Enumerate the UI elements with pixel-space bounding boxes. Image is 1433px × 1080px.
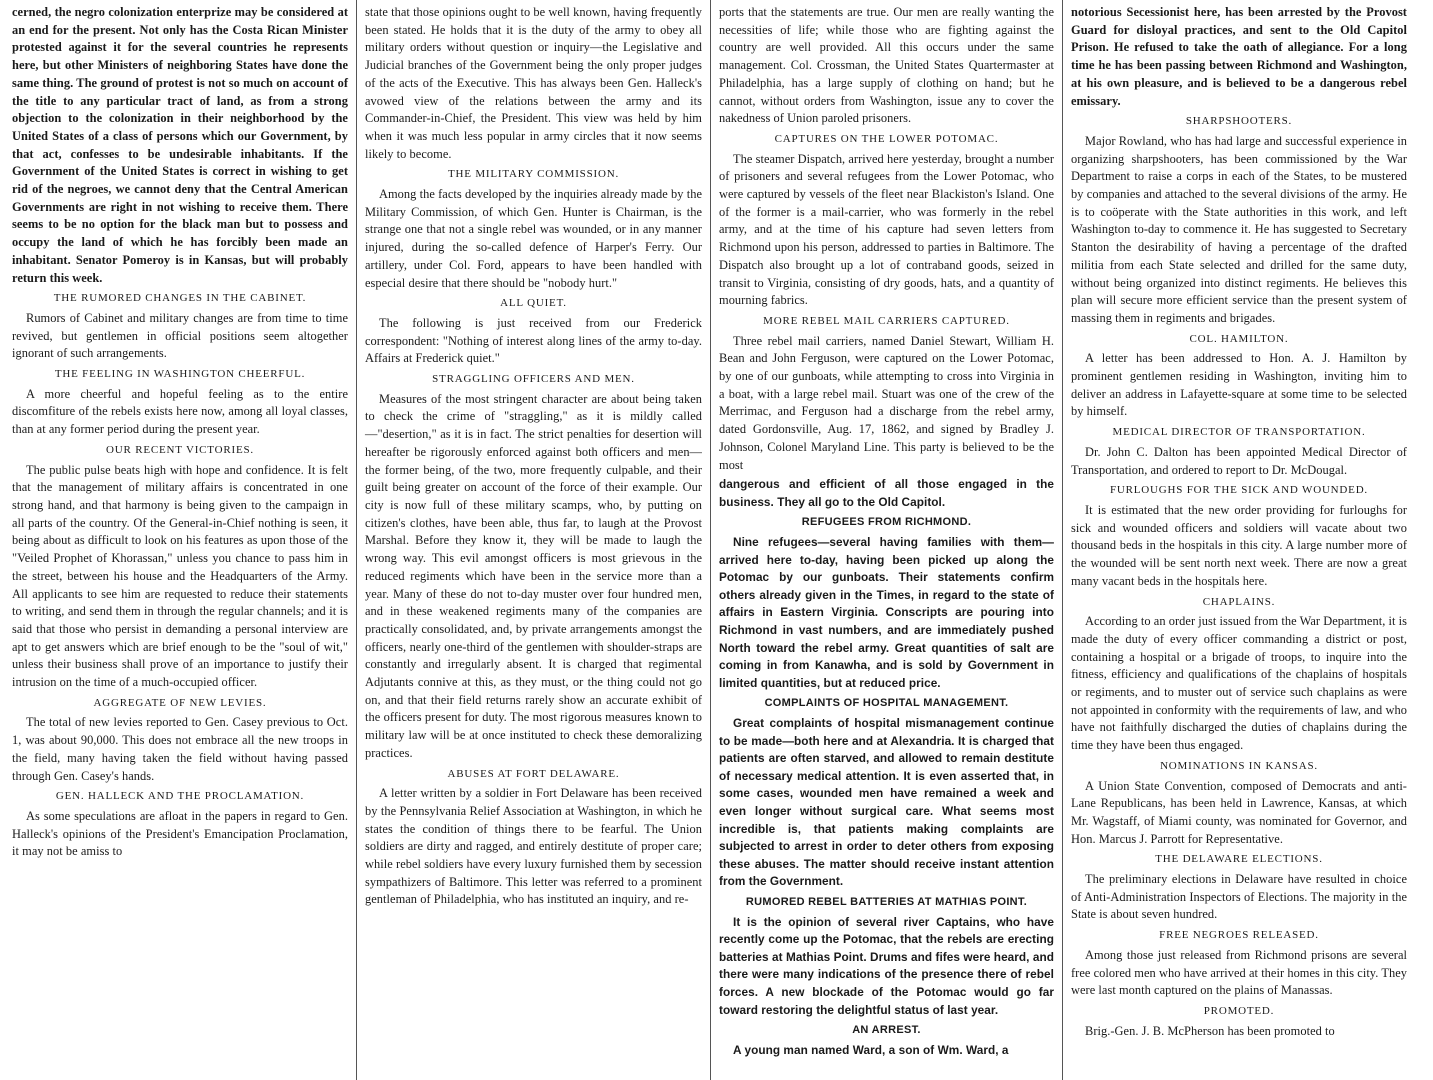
- section-heading: RUMORED REBEL BATTERIES AT MATHIAS POINT.: [745, 895, 1028, 908]
- paragraph: Nine refugees—several having families with them—arrived here to-day, having been picked up along the Potomac by our gunboats. Their statements confirm others already given in the Times, in regard to the state of affairs in Eastern Virginia. Conscripts are pouring into Richmond in vast numbers, and are immediately pushed North toward the rebel army. Great quantities of salt are coming in from Kanawha, and is sold by Government in limited quantities, but at reduced price.: [719, 535, 1054, 690]
- section-heading: GEN. HALLECK AND THE PROCLAMATION.: [55, 790, 305, 803]
- paragraph: Among the facts developed by the inquiries already made by the Military Commission, of which Gen. Hunter is Chairman, is the strange one that not a single rebel was wounded, or in any manner injured, during the so-called defence of Harper's Ferry. Our artillery, under Col. Ford, appears to have been handled with especial desire that there should be "nobody hurt.": [365, 187, 702, 290]
- paragraph: The steamer Dispatch, arrived here yesterday, brought a number of prisoners and several refugees from the Lower Potomac, who were captured by vessels of the fleet near Blackiston's Island. One of the former is a mail-carrier, who was formerly in the rebel army, and at the time of his capture had seven letters from Richmond upon his person, addressed to parties in Baltimore. The Dispatch also brought up a lot of contraband goods, seized in transit to Virginia, consisting of dry goods, hats, and a quantity of mourning fabrics.: [719, 151, 1054, 308]
- section-heading: THE DELAWARE ELECTIONS.: [1155, 853, 1323, 866]
- section-heading: AGGREGATE OF NEW LEVIES.: [93, 696, 267, 709]
- section-heading: MEDICAL DIRECTOR OF TRANSPORTATION.: [1112, 426, 1366, 439]
- column-4: [1063, 0, 1415, 1080]
- paragraph: The total of new levies reported to Gen. Casey previous to Oct. 1, was about 90,000. This does not embrace all the new troops in the field, many having taken the field without having passed through Gen. Casey's hands.: [12, 715, 348, 783]
- paragraph: A more cheerful and hopeful feeling as to the entire discomfiture of the rebels exists here now, among all loyal classes, than at any former period during the present year.: [12, 386, 348, 437]
- paragraph: It is the opinion of several river Captains, who have recently come up the Potomac, that the rebels are erecting batteries at Mathias Point. Drums and fifes were heard, and there were many indications of the presence there of rebel forces. A new blockade of the Potomac would go far toward restoring the delightful status of last year.: [719, 914, 1054, 1017]
- section-heading: CAPTURES ON THE LOWER POTOMAC.: [774, 132, 999, 145]
- paragraph: The following is just received from our Frederick correspondent: "Nothing of interest along lines of the army to-day. Affairs at Frederick quiet.": [365, 315, 702, 366]
- column-1: [4, 0, 356, 1080]
- paragraph: state that those opinions ought to be well known, having frequently been stated. He holds that it is the duty of the army to obey all military orders without question or inquiry—the Legislative and Judicial branches of the Government being the only proper judges of the acts of the Executive. This has always been Gen. Halleck's avowed view of the relations between the army and its Commander-in-Chief, the President. This view was held by him when it was much less popular in army circles that it now seems likely to become.: [365, 5, 702, 161]
- paragraph: A letter has been addressed to Hon. A. J. Hamilton by prominent gentlemen residing in Washington, inviting him to deliver an address in Lafayette-square at some time to be selected by himself.: [1071, 351, 1407, 419]
- section-heading: REFUGEES FROM RICHMOND.: [801, 516, 972, 529]
- section-heading: ALL QUIET.: [500, 297, 567, 310]
- section-heading: THE RUMORED CHANGES IN THE CABINET.: [53, 292, 307, 305]
- paragraph: Measures of the most stringent character are about being taken to check the crime of "straggling," as it is mildly called—"desertion," as it is in fact. The strict penalties for desertion will hereafter be rigorously enforced against both officers and men—the former being, of the two, more frequently culpable, and their guilt being greater on account of the force of their example. Our city is now full of these military scamps, who, by putting on citizen's clothes, have been able, thus far, to laugh at the Provost Marshal. Before they know it, they will be made to laugh the wrong way. This evil amongst officers is most grievous in the reduced regiments which have been in the service more than a year. Many of these do not to-day muster over four hundred men, and in these weakened regiments many of the companies are practically consolidated, and, by private arrangements amongst the officers, nearly one-third of the gentlemen with shoulder-straps are constantly and irregularly absent. It is charged that regimental Adjutants connive at this, as they must, or the thing could not go on, and that their field returns rarely show an accurate exhibit of the officers present for duty. The most rigorous measures known to military law will be at once instituted to check these demoralizing practices.: [365, 391, 702, 760]
- section-heading: NOMINATIONS IN KANSAS.: [1160, 759, 1318, 772]
- section-heading: AN ARREST.: [852, 1024, 921, 1037]
- section-heading: MORE REBEL MAIL CARRIERS CAPTURED.: [763, 314, 1010, 327]
- paragraph: It is estimated that the new order providing for furloughs for sick and wounded officers and soldiers will vacate about two thousand beds in the hospitals in this city. A large number more of the wounded will be sent north next week. There are now a great many vacant beds in the hospitals here.: [1071, 502, 1407, 588]
- paragraph: Among those just released from Richmond prisons are several free colored men who have arrived at their homes in this city. They were last month captured on the plains of Manassas.: [1071, 947, 1407, 998]
- paragraph: ports that the statements are true. Our men are really wanting the necessities of life; while those who are fighting against the country are well provided. All this occurs under the same management. Col. Crossman, the United States Quartermaster at Philadelphia, has a large supply of clothing on hand; but he cannot, without orders from Washington, issue any to cover the nakedness of Union paroled prisoners.: [719, 5, 1054, 126]
- column-3: [711, 0, 1062, 1080]
- section-heading: STRAGGLING OFFICERS AND MEN.: [432, 373, 635, 386]
- section-heading: CHAPLAINS.: [1202, 595, 1276, 608]
- paragraph: The public pulse beats high with hope and confidence. It is felt that the management of military affairs is concentrated in one strong hand, and that harmony is being given to the campaign in all parts of the country. Of the General-in-Chief nothing is seen, it being about as difficult to look on his features as upon those of the "Veiled Prophet of Khorassan," unless you chance to pass him in the street, between his house and the Headquarters of the Army. All applicants to see him are requested to reduce their statements to writing, and send them in through the regular channels; and it is said that those who persist in demanding a personal interview are apt to get answers which are brief enough to be the "soul of wit," unless their business shall prove of an importance to justify their intrusion on the time of a much-occupied officer.: [12, 462, 348, 690]
- paragraph: cerned, the negro colonization enterprize may be considered at an end for the present. Not only has the Costa Rican Minister protested against it for the several countries he represents here, but other Ministers of neighboring States have done the same thing. The ground of protest is not so much on account of the title to any particular tract of land, as from a strong objection to the colonization in their neighborhood by the United States of a class of persons which our Government, by that act, confesses to be undesirable inhabitants. If the Government of the United States is correct in wishing to get rid of the negroes, we cannot deny that the Central American Governments are right in not wishing to receive them. There seems to be no option for the black man but to possess and occupy the land of which he has forcibly been made an inhabitant. Senator Pomeroy is in Kansas, but will probably return this week.: [12, 5, 348, 285]
- paragraph: Great complaints of hospital mismanagement continue to be made—both here and at Alexandria. It is charged that patients are often starved, and allowed to remain destitute of necessary medical attention. It is even asserted that, in some cases, wounded men have remained a week and even longer without surgical care. What seems most incredible is, that patients making complaints are subjected to arrest in order to deter others from exposing these abuses. The matter should receive instant attention from the Government.: [719, 716, 1054, 889]
- paragraph: dangerous and efficient of all those engaged in the business. They all go to the Old Capitol.: [719, 477, 1054, 509]
- section-heading: ABUSES AT FORT DELAWARE.: [447, 767, 620, 780]
- paragraph: Three rebel mail carriers, named Daniel Stewart, William H. Bean and John Ferguson, were captured on the Lower Potomac, by one of our gunboats, while attempting to cross into Virginia in a boat, with a large rebel mail. Stuart was one of the crew of the Merrimac, and Ferguson had a discharge from the rebel army, dated Gordonsville, Aug. 17, 1862, and signed by Bradley J. Johnson, Colonel Maryland Line. This party is believed to be the most: [719, 333, 1054, 472]
- paragraph: A letter written by a soldier in Fort Delaware has been received by the Pennsylvania Relief Association at Washington, in which he states the condition of things there to be fearful. The Union soldiers are dirty and ragged, and entirely destitute of proper care; while rebel soldiers have every luxury furnished them by secession sympathizers of Baltimore. This letter was referred to a prominent gentleman of Philadelphia, who has instituted an inquiry, and re-: [365, 786, 702, 907]
- column-2: [357, 0, 710, 1080]
- bold-section: [719, 476, 1054, 1059]
- section-heading: COL. HAMILTON.: [1189, 332, 1289, 345]
- paragraph: According to an order just issued from the War Department, it is made the duty of every officer commanding a district or post, containing a hospital or a brigade of troops, to inquire into the fitness, efficiency and qualifications of the chaplains of hospitals or regiments, and to muster out of service such chaplains as were not appointed in conformity with the requirements of law, and who have not faithfully discharged the duties of chaplains during the time they have been thus engaged.: [1071, 614, 1407, 753]
- section-heading: OUR RECENT VICTORIES.: [106, 443, 254, 456]
- section-heading: FREE NEGROES RELEASED.: [1159, 929, 1319, 942]
- paragraph: Dr. John C. Dalton has been appointed Medical Director of Transportation, and ordered to report to Dr. McDougal.: [1071, 444, 1407, 477]
- paragraph: A young man named Ward, a son of Wm. Ward, a: [733, 1042, 1009, 1057]
- paragraph: Major Rowland, who has had large and successful experience in organizing sharpshooters, has been commissioned by the War Department to raise a corps in each of the States, to be mustered by companies and attached to the several divisions of the army. He is to coöperate with the State authorities in this work, and left Washington to-day to commence it. He has suggested to Secretary Stanton the desirability of having a percentage of the drafted militia from each State selected and drilled for the same duty, without being organized into distinct regiments. He believes this plan will secure more efficient service than the present system of massing them in regiments and brigades.: [1071, 133, 1407, 325]
- section-heading: SHARPSHOOTERS.: [1185, 115, 1293, 128]
- paragraph: Brig.-Gen. J. B. McPherson has been promoted to: [1085, 1023, 1335, 1038]
- paragraph: A Union State Convention, composed of Democrats and anti-Lane Republicans, has been held in Lawrence, Kansas, at which Mr. Wagstaff, of Miami county, was nominated for Governor, and Hon. Marcus J. Parrott for Representative.: [1071, 778, 1407, 846]
- section-heading: PROMOTED.: [1203, 1004, 1275, 1017]
- section-heading: FURLOUGHS FOR THE SICK AND WOUNDED.: [1109, 484, 1368, 497]
- paragraph: The preliminary elections in Delaware have resulted in choice of Anti-Administration Inspectors of Elections. The majority in the State is about seven hundred.: [1071, 872, 1407, 922]
- paragraph: Rumors of Cabinet and military changes are from time to time revived, but gentlemen in official positions seem altogether ignorant of such arrangements.: [12, 310, 348, 361]
- section-heading: COMPLAINTS OF HOSPITAL MANAGEMENT.: [764, 697, 1009, 710]
- section-heading: THE FEELING IN WASHINGTON CHEERFUL.: [54, 368, 306, 381]
- section-heading: THE MILITARY COMMISSION.: [448, 168, 619, 181]
- paragraph: As some speculations are afloat in the papers in regard to Gen. Halleck's opinions of the President's Emancipation Proclamation, it may not be amiss to: [12, 808, 348, 859]
- paragraph: notorious Secessionist here, has been arrested by the Provost Guard for disloyal practices, and sent to the Old Capitol Prison. He refused to take the oath of allegiance. For a long time he has been passing between Richmond and Washington, at his own pleasure, and is believed to be a dangerous rebel emissary.: [1071, 5, 1407, 108]
